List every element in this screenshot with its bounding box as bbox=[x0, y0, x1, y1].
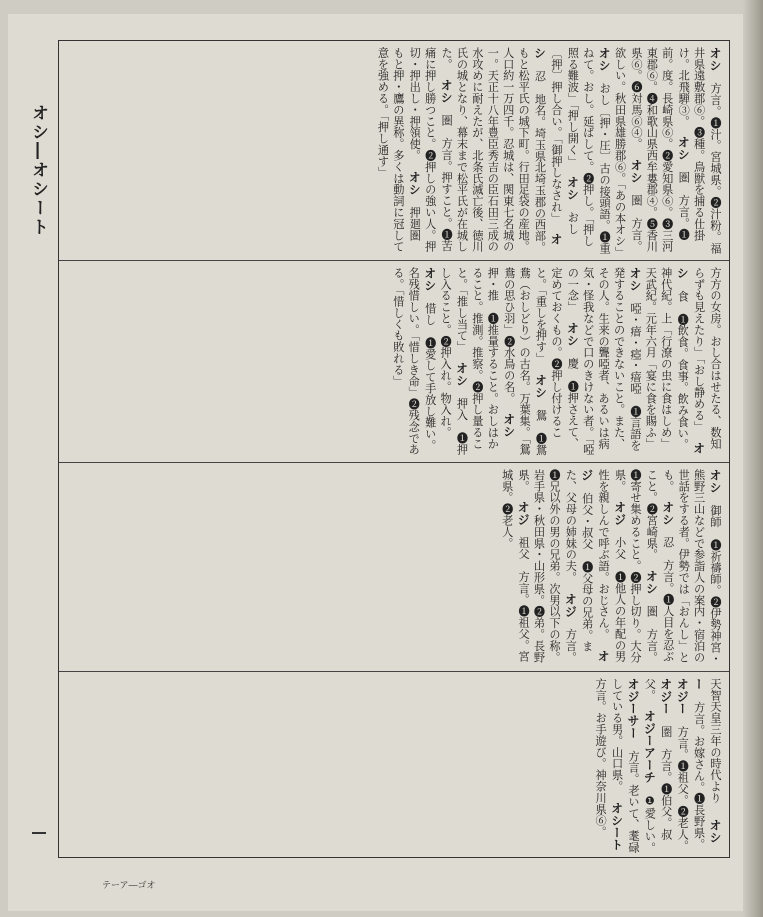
entry: オジ 小父 ❶他人の年配の男性を親しんで呼ぶ語。おじさん。 bbox=[597, 469, 627, 663]
tier-divider bbox=[59, 260, 729, 261]
entry: オジーサー 方言。老いて、耄碌している男。山口県。 bbox=[610, 678, 640, 853]
bottom-note: テーア―ゴオ bbox=[102, 881, 156, 891]
dictionary-page bbox=[8, 14, 750, 911]
tier-4 bbox=[65, 678, 723, 853]
entry: オシ 押・推 ❶推量すること。おしはかること。推測。推察。❷押し量ること。「推し当て」 bbox=[455, 267, 516, 450]
entry: オシ 圏 方言。欲しい。秋田県雄勝郡⑥。「あの本オシ」 bbox=[613, 47, 643, 253]
entry: オジーアーチ ❶愛しい。 bbox=[642, 710, 657, 849]
entry: オシ 圏 方言。❶前。度。長崎県⑥。❷愛知県⑥。❸三河東郡⑥。❹和歌山県西牟婁郡④。❺香川県⑥。❻対馬⑥④。 bbox=[629, 47, 691, 253]
text-frame bbox=[58, 40, 730, 858]
running-title: オシ―オシート bbox=[28, 104, 48, 237]
entry: オシ 圏 方言。押すこと。❶苦痛に押し勝つこと。❷押しの強い人。押切・押出し・押領使。 bbox=[408, 47, 454, 253]
tier-1 bbox=[65, 47, 723, 255]
entry: オシ おし〔押・圧〕古の接頭語。❶重ねて。おし。延ばして。❷押し。「押し照る難波」「押し開く」 bbox=[566, 47, 612, 254]
tier-divider bbox=[59, 671, 729, 672]
entry: オシ 慶 ❶押さえて、定めておくもの。❷押し付けること。「重しを押す」 bbox=[534, 267, 580, 450]
entry: 天智天皇三年の時代より bbox=[709, 678, 722, 804]
entry: オシー 方言。お嫁さん。❶長野県。 bbox=[691, 678, 722, 845]
entry: オシ 啞・瘖・瘂・瘖啞 ❶言語を発することのできないこと。また、その人。生来の聾啞者、あるいは病気・怪我などで口のきけない者。「啞の一念」 bbox=[566, 267, 642, 456]
entry: オシ 押廻圏 もと押・鷹の異称。多くは動詞に冠して意を強める。「押し通す」 bbox=[376, 47, 422, 253]
entry: オジー 圏 方言。❶伯父。叔父。 bbox=[643, 678, 673, 841]
entry: オシート 方言。お手遊び。神奈川県⑥。 bbox=[594, 678, 624, 851]
binding-shadow bbox=[743, 0, 763, 917]
entry: オシ 惜し ❶愛して手放し難い。名残惜しい。「惜しき命」❷残念である。「惜しくも敗れる」 bbox=[391, 267, 437, 456]
entry: オジー 方言。❶祖父。❷老人。 bbox=[675, 678, 690, 846]
entry: オシ 忍 地名。埼玉県北埼玉郡の西部。もと松平氏の城下町。行田足袋の産地。人口約一万四千。忍城は、関東七名城の一。天正十八年豊臣秀吉の臣石田三成の水攻めに耐えたが、北条氏滅亡後、徳川氏の城となり、幕末まで松平氏が在城した。 bbox=[440, 47, 563, 254]
entry: オジ 伯父・叔父 ❶父母の兄弟。また、父母の姉妹の夫。 bbox=[564, 469, 611, 662]
page-mark bbox=[32, 832, 46, 834]
tier-divider bbox=[59, 462, 729, 463]
entry: オシ 忍 方言。❶人目を忍ぶこと。❷宮崎県。 bbox=[645, 469, 675, 663]
entry: オシ 方言。❶汁。宮城県。❷汁粉。福井県遠敷郡⑥。❸種。鳥獣を捕る仕掛け。北飛騨③。 bbox=[677, 47, 722, 254]
entry: オジ 祖父 方言。❶祖父。宮城県。❷老人。 bbox=[500, 469, 531, 663]
entry: 方方の女房。おし合はせたる、数知らずも見えたり」「おし静める」 bbox=[692, 267, 722, 450]
entry: オシ 圏 方言。❶寄せ集めること。❷押し切り。大分県。 bbox=[613, 469, 659, 663]
entry: オシ 押入 ❶押し入ること。❷押入れ。物入れ。 bbox=[439, 267, 469, 455]
entry: オシ 御師 ❶祈禱師。❷伊勢神宮・熊野三山などで参詣人の案内・宿泊の世話をする者。伊勢では「おんし」とも。 bbox=[661, 469, 722, 665]
entry: オシ おし〔押〕押し合い。「御押しなされ」 bbox=[549, 47, 580, 235]
entry: オシ 食 ❶飲食。食事。飲み食い。神代紀。上「行潦の虫に食はしめ」天武紀。元年六月「宴に食を賜ふ」 bbox=[644, 267, 706, 455]
entry: オシ 鴛 ❶鴛鴦（おしどり）の古名。万葉集。「鴛鴦の思ひ羽」❷水鳥の名。 bbox=[502, 267, 548, 456]
tier-2 bbox=[65, 267, 723, 457]
entry: オジ 方言。❶兄以外の男の兄弟。次男以下の称。岩手県・秋田県・山形県。❷弟。長野県。 bbox=[517, 469, 578, 663]
tier-3 bbox=[65, 469, 723, 666]
